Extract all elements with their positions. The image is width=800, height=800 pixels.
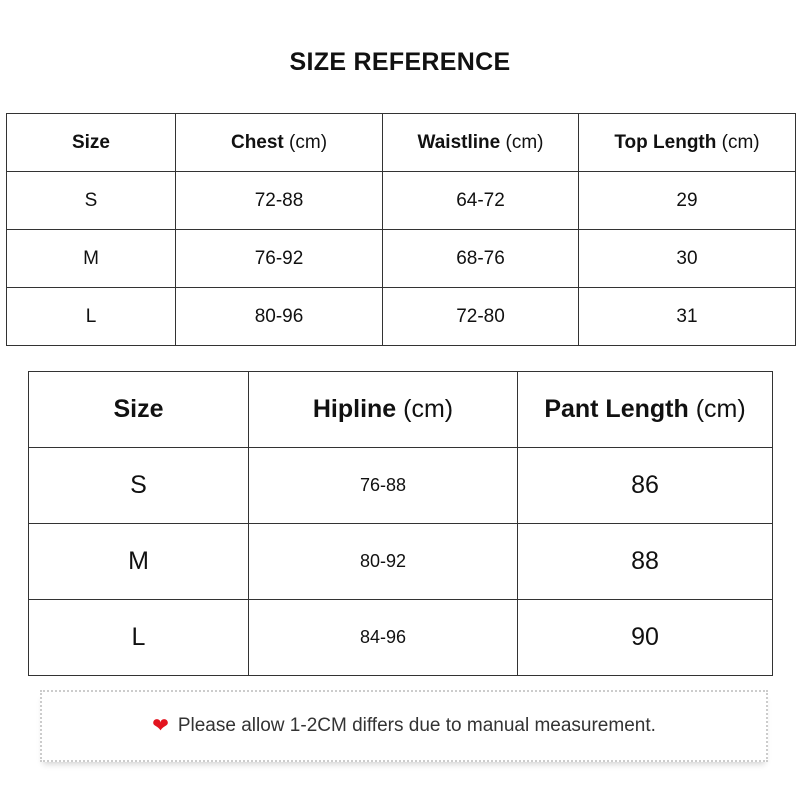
cell-top-length: 29 [579,172,796,230]
table-row [7,288,796,346]
cell-size: L [29,600,249,676]
header-hipline: Hipline (cm) [249,372,518,448]
cell-top-length: 30 [579,230,796,288]
cell-size: S [7,172,176,230]
cell-hipline: 76-88 [249,448,518,524]
table-row [7,230,796,288]
table-row [29,448,773,524]
cell-chest: 72-88 [176,172,383,230]
cell-waistline: 68-76 [383,230,579,288]
cell-chest: 76-92 [176,230,383,288]
cell-size: M [29,524,249,600]
cell-top-length: 31 [579,288,796,346]
header-pant-length: Pant Length (cm) [518,372,773,448]
heart-icon: ❤ [152,715,169,737]
cell-hipline: 84-96 [249,600,518,676]
cell-size: M [7,230,176,288]
cell-size: L [7,288,176,346]
cell-pant-length: 86 [518,448,773,524]
cell-pant-length: 88 [518,524,773,600]
header-size: Size [7,114,176,172]
header-waistline: Waistline (cm) [383,114,579,172]
note-text: Please allow 1-2CM differs due to manual measurement. [177,715,656,736]
page-title: SIZE REFERENCE [289,48,511,76]
cell-waistline: 64-72 [383,172,579,230]
cell-hipline: 80-92 [249,524,518,600]
bottom-size-table [28,371,773,676]
cell-pant-length: 90 [518,600,773,676]
table-header-row [7,114,796,172]
table-row [7,172,796,230]
table-row [29,524,773,600]
top-size-table [6,113,796,346]
cell-size: S [29,448,249,524]
measurement-note [40,690,768,762]
header-top-length: Top Length (cm) [579,114,796,172]
table-row [29,600,773,676]
table-header-row [29,372,773,448]
cell-chest: 80-96 [176,288,383,346]
header-chest: Chest (cm) [176,114,383,172]
cell-waistline: 72-80 [383,288,579,346]
header-size: Size [29,372,249,448]
